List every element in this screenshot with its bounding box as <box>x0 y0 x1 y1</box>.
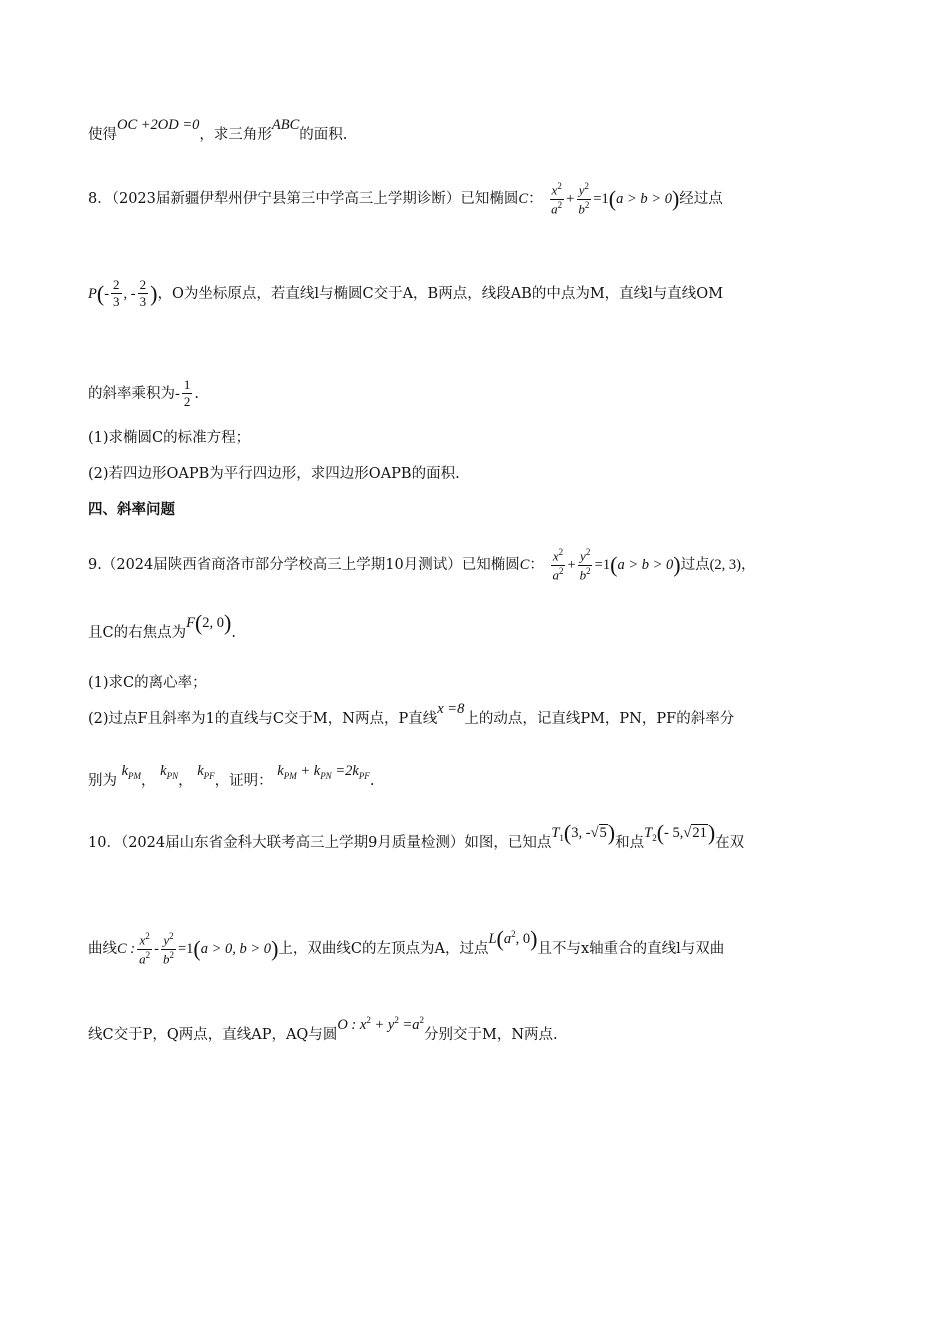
hyperbola-equation: C : <box>117 941 136 958</box>
ellipse-condition: a > b > 0 <box>616 191 672 208</box>
question-8-number: 8． <box>88 191 112 208</box>
question-10-line-2: 曲线C : $\frac{x^2}{a^2}$ - $\frac{y^2}{b^2}$ =1(a > 0, b > 0)上，双曲线C的左顶点为A，过点$L(a^2$, 0)且不与x轴重合的直线l与双曲 <box>88 926 725 966</box>
fraction-y2-b2: $\frac{y^2}{b^2}$ <box>578 181 590 216</box>
focus-point: 2, 0 <box>202 615 225 631</box>
question-10-source: （2024届山东省金科大联考高三上学期9月质量检测）如图，已知点 <box>120 835 552 851</box>
question-8-source: （2023届新疆伊犁州伊宁县第三中学高三上学期诊断）已知椭圆 <box>111 191 519 208</box>
fraction-neg-two-thirds-x: $\frac{2}{3}$ <box>113 277 120 310</box>
slope-identity: $k_{PM} + k_{PN} =2k_{PF}$ <box>277 763 370 781</box>
question-9-sub-1: (1)求C的离心率； <box>88 675 207 691</box>
question-10-line-1: 10．（2024届山东省金科大联考高三上学期9月质量检测）如图，已知点$T_1(3$, -√5)和点$T_2(-$ 5,√21)在双 <box>88 820 745 851</box>
fraction-x2-a2: $\frac{x^2}{a^2}$ <box>552 547 564 582</box>
question-8-sub-2: (2)若四边形OAPB为平行四边形，求四边形OAPB的面积. <box>88 466 460 482</box>
question-9-sub-2: (2)过点F且斜率为1的直线与C交于M，N两点，P直线x =8上的动点，记直线PM，PN，PF的斜率分 <box>88 701 735 727</box>
fraction-neg-two-thirds-y: $\frac{2}{3}$ <box>139 277 147 310</box>
fraction-neg-half: $\frac{1}{2}$ <box>183 377 191 410</box>
question-9-line-4: 别为 $k_{PM}$， $k_{PN}$， $k_{PF}$，证明： $k_{PM} + k_{PN} =2k_{PF}$. <box>88 763 375 789</box>
vector-equation: OC +2OD =0 <box>117 117 200 133</box>
fraction-y2-b2: $\frac{y^2}{b^2}$ <box>579 547 591 582</box>
slope-k-pm: $k_{PM}$ <box>121 763 142 781</box>
triangle-name: ABC <box>271 117 300 133</box>
question-9-number: 9. <box>88 557 102 574</box>
slope-k-pn: $k_{PN}$ <box>160 763 179 781</box>
question-9-source: （2024届陕西省商洛市部分学校高三上学期10月测试）已知椭圆 <box>101 557 520 574</box>
question-10-line-3: 线C交于P，Q两点，直线AP，AQ与圆O : $x^2 + y^2 =a^2$分别交于M，N两点. <box>88 1015 558 1043</box>
point-2-3: (2, 3) <box>709 557 742 574</box>
question-8-line-3: 的斜率乘积为- $\frac{1}{2}$ . <box>88 377 199 410</box>
question-9-line-2: 且C的右焦点为F(2, 0). <box>88 610 236 641</box>
section-heading-slope: 四、斜率问题 <box>88 502 175 518</box>
question-8-sub-1: (1)求椭圆C的标准方程； <box>88 430 251 446</box>
fraction-x2-a2: $\frac{x^2}{a^2}$ <box>551 181 563 216</box>
question-9-line-1: 9.（2024届陕西省商洛市部分学校高三上学期10月测试）已知椭圆C： $\frac{x^2}{a^2}$ + $\frac{y^2}{b^2}$ =1(a > b > 0)过点(2, 3)， <box>88 547 756 582</box>
question-8-line-2: P(- $\frac{2}{3}$ , - $\frac{2}{3}$ )，O为坐标原点，若直线l与椭圆C交于A，B两点，线段AB的中点为M，直线l与直线OM <box>88 277 724 310</box>
line-area-request: 使得OC +2OD =0，求三角形ABC的面积. <box>88 117 348 143</box>
line-x-equals-8: x =8 <box>437 701 465 717</box>
circle-equation: O : $x^2 + y^2 =a^2$ <box>337 1015 424 1033</box>
question-8-line-1: 8．（2023届新疆伊犁州伊宁县第三中学高三上学期诊断）已知椭圆C： $\frac{x^2}{a^2}$ + $\frac{y^2}{b^2}$ =1(a > b > 0)经过点 <box>88 181 723 216</box>
slope-k-pf: $k_{PF}$ <box>197 763 215 781</box>
question-10-number: 10． <box>88 835 121 851</box>
